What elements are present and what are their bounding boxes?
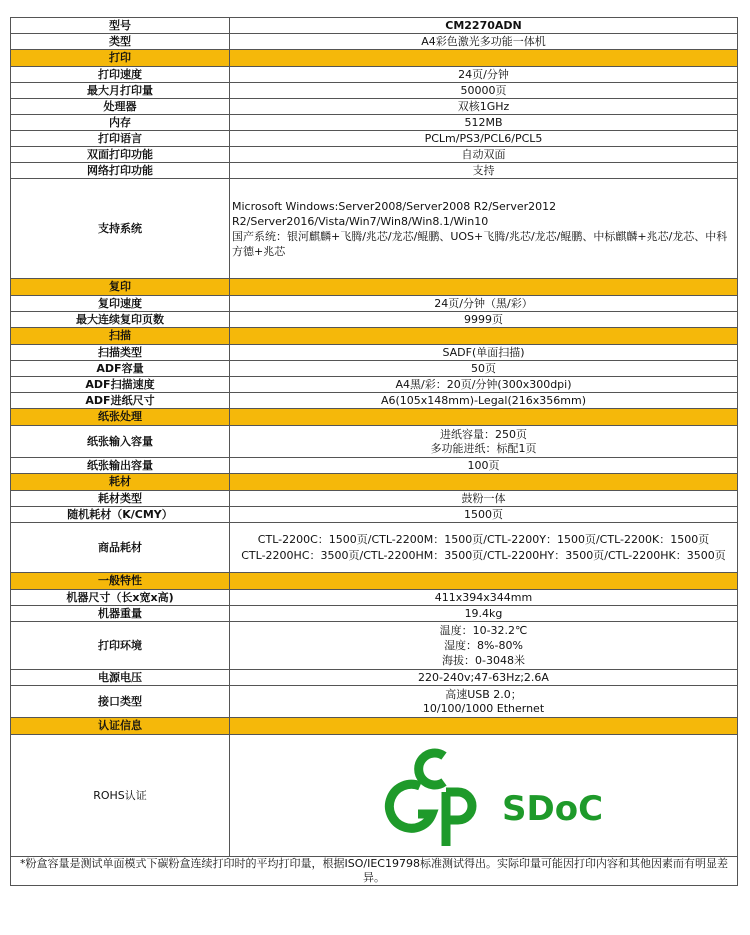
- interface-value: [230, 686, 738, 718]
- paper-mpf: 多功能进纸：标配1页: [430, 441, 537, 455]
- interface-usb: 高速USB 2.0；: [445, 687, 522, 701]
- spec-row: [11, 99, 738, 115]
- spec-label: 耗材类型: [11, 491, 230, 507]
- paper-tray: 进纸容量：250页: [440, 427, 527, 441]
- spec-row: [11, 458, 738, 474]
- spec-value: 50000页: [230, 83, 738, 99]
- section-cert: [11, 718, 738, 735]
- spec-label: 复印速度: [11, 296, 230, 312]
- os-label: 支持系统: [11, 179, 230, 279]
- spec-value: 双核1GHz: [230, 99, 738, 115]
- model-value: CM2270ADN: [230, 18, 738, 34]
- spec-row: [11, 345, 738, 361]
- env-temperature: 温度：10-32.2℃: [439, 624, 528, 637]
- os-row: [11, 179, 738, 279]
- spec-value: 支持: [230, 163, 738, 179]
- spec-label: 网络打印功能: [11, 163, 230, 179]
- spec-label: 纸张输出容量: [11, 458, 230, 474]
- spec-value: 50页: [230, 361, 738, 377]
- spec-row: [11, 296, 738, 312]
- interface-ethernet: 10/100/1000 Ethernet: [422, 701, 545, 715]
- spec-row: [11, 147, 738, 163]
- spec-label: 随机耗材（K/CMY）: [11, 507, 230, 523]
- spec-label: 机器重量: [11, 606, 230, 622]
- spec-label: 打印速度: [11, 67, 230, 83]
- section-paper-title: 纸张处理: [11, 409, 230, 426]
- spec-label: 内存: [11, 115, 230, 131]
- spec-value: A4黑/彩：20页/分钟(300x300dpi): [230, 377, 738, 393]
- spec-value: 512MB: [230, 115, 738, 131]
- spec-row: [11, 507, 738, 523]
- spec-value: A6(105x148mm)-Legal(216x356mm): [230, 393, 738, 409]
- product-supplies-label: 商品耗材: [11, 523, 230, 573]
- gp-logo-icon: [384, 742, 603, 850]
- spec-label: 最大连续复印页数: [11, 312, 230, 328]
- paper-input-row: [11, 426, 738, 458]
- section-supplies: [11, 474, 738, 491]
- spec-sheet: [10, 17, 738, 886]
- spec-row: [11, 377, 738, 393]
- spec-value: 19.4kg: [230, 606, 738, 622]
- section-print-title: 打印: [11, 50, 230, 67]
- section-scan-title: 扫描: [11, 328, 230, 345]
- spec-value: 1500页: [230, 507, 738, 523]
- section-cert-title: 认证信息: [11, 718, 230, 735]
- env-humidity: 湿度：8%-80%: [444, 639, 523, 652]
- spec-row: [11, 312, 738, 328]
- section-copy-title: 复印: [11, 279, 230, 296]
- spec-value: 鼓粉一体: [230, 491, 738, 507]
- cert-logo-cell: [230, 735, 738, 857]
- type-value: A4彩色激光多功能一体机: [230, 34, 738, 50]
- cert-row: [11, 735, 738, 857]
- section-scan: [11, 328, 738, 345]
- spec-value: 9999页: [230, 312, 738, 328]
- spec-row: [11, 115, 738, 131]
- model-label: 型号: [11, 18, 230, 34]
- os-value: [230, 179, 738, 279]
- spec-label: 扫描类型: [11, 345, 230, 361]
- spec-label: 机器尺寸（长x宽x高): [11, 590, 230, 606]
- spec-label: 双面打印功能: [11, 147, 230, 163]
- interface-label: 接口类型: [11, 686, 230, 718]
- os-domestic: 国产系统：银河麒麟+飞腾/兆芯/龙芯/鲲鹏、UOS+飞腾/兆芯/龙芯/鲲鹏、中标麒麟+兆芯/龙芯、中科方德+兆芯: [232, 229, 728, 258]
- product-supplies-row: [11, 523, 738, 573]
- section-general-title: 一般特性: [11, 573, 230, 590]
- model-row: [11, 18, 738, 34]
- env-altitude: 海拔：0-3048米: [442, 654, 525, 667]
- spec-row: [11, 131, 738, 147]
- env-label: 打印环境: [11, 622, 230, 670]
- spec-value: 24页/分钟（黑/彩）: [230, 296, 738, 312]
- spec-value: 自动双面: [230, 147, 738, 163]
- spec-row: [11, 361, 738, 377]
- spec-label: ADF扫描速度: [11, 377, 230, 393]
- type-label: 类型: [11, 34, 230, 50]
- interface-row: [11, 686, 738, 718]
- spec-label: 最大月打印量: [11, 83, 230, 99]
- spec-label: ADF容量: [11, 361, 230, 377]
- spec-row: [11, 393, 738, 409]
- paper-input-label: 纸张输入容量: [11, 426, 230, 458]
- spec-row: [11, 491, 738, 507]
- section-supplies-title: 耗材: [11, 474, 230, 491]
- std-cartridges: CTL-2200C：1500页/CTL-2200M：1500页/CTL-2200Y：1500页/CTL-2200K：1500页: [257, 532, 710, 546]
- product-supplies-value: [230, 523, 738, 573]
- spec-label: ADF进纸尺寸: [11, 393, 230, 409]
- footnote-row: [11, 857, 738, 886]
- env-value: [230, 622, 738, 670]
- section-copy: [11, 279, 738, 296]
- power-value: 220-240v;47-63Hz;2.6A: [230, 670, 738, 686]
- spec-value: 24页/分钟: [230, 67, 738, 83]
- hc-cartridges: CTL-2200HC：3500页/CTL-2200HM：3500页/CTL-2200HY：3500页/CTL-2200HK：3500页: [241, 548, 726, 562]
- os-windows: Microsoft Windows:Server2008/Server2008 R2/Server2012 R2/Server2016/Vista/Win7/Win8/Win8.1/Win10: [232, 199, 557, 228]
- spec-row: [11, 590, 738, 606]
- sdoc-text: SDoC: [501, 788, 603, 829]
- power-row: [11, 670, 738, 686]
- power-label: 电源电压: [11, 670, 230, 686]
- spec-value: PCLm/PS3/PCL6/PCL5: [230, 131, 738, 147]
- type-row: [11, 34, 738, 50]
- section-general: [11, 573, 738, 590]
- env-row: [11, 622, 738, 670]
- spec-row: [11, 83, 738, 99]
- spec-value: 411x394x344mm: [230, 590, 738, 606]
- gp-sdoc-logo: [384, 742, 603, 850]
- spec-label: 打印语言: [11, 131, 230, 147]
- spec-row: [11, 163, 738, 179]
- spec-value: 100页: [230, 458, 738, 474]
- section-print: [11, 50, 738, 67]
- spec-row: [11, 606, 738, 622]
- footnote: *粉盒容量是测试单面模式下碳粉盒连续打印时的平均打印量，根据ISO/IEC19798标准测试得出。实际印量可能因打印内容和其他因素而有明显差异。: [11, 857, 738, 886]
- paper-input-value: [230, 426, 738, 458]
- spec-value: SADF(单面扫描): [230, 345, 738, 361]
- spec-row: [11, 67, 738, 83]
- section-paper: [11, 409, 738, 426]
- spec-table: [10, 17, 738, 886]
- spec-label: 处理器: [11, 99, 230, 115]
- rohs-label: ROHS认证: [11, 735, 230, 857]
